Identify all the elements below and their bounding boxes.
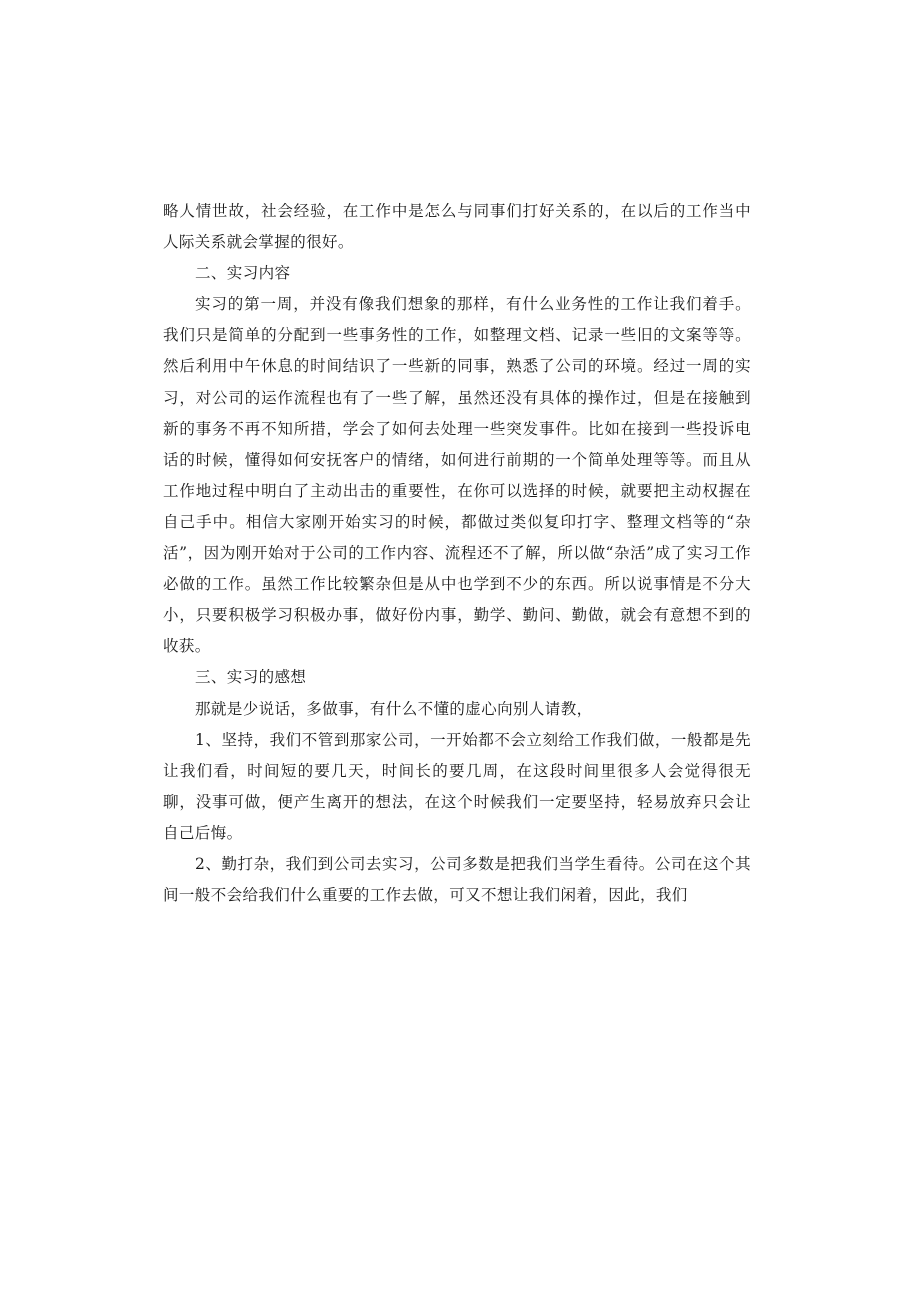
paragraph-point-odd-jobs: 2、勤打杂，我们到公司去实习，公司多数是把我们当学生看待。公司在这个其间一般不会给我们什么重要的工作去做，可又不想让我们闲着，因此，我们 [163, 854, 751, 905]
paragraph-continuation: 略人情世故，社会经验，在工作中是怎么与同事们打好关系的，在以后的工作当中人际关系就会掌握的很好。 [163, 202, 751, 252]
paragraph-summary-advice: 那就是少说话，多做事，有什么不懂的虚心向别人请教， [195, 699, 593, 718]
paragraph-point-persistence: 1、坚持，我们不管到那家公司，一开始都不会立刻给工作我们做，一般都是先让我们看，时间短的要几天，时间长的要几周，在这段时间里很多人会觉得很无聊，没事可做，便产生离开的想法，在这个时候我们一定要坚持，轻易放弃只会让自己后悔。 [163, 730, 751, 842]
document-body [163, 196, 751, 911]
section-heading-internship-content: 二、实习内容 [195, 264, 291, 283]
paragraph-first-week: 实习的第一周，并没有像我们想象的那样，有什么业务性的工作让我们着手。我们只是简单的分配到一些事务性的工作，如整理文档、记录一些旧的文案等等。然后利用中午休息的时间结识了一些新的同事，熟悉了公司的环境。经过一周的实习，对公司的运作流程也有了一些了解，虽然还没有具体的操作过，但是在接触到新的事务不再不知所措，学会了如何去处理一些突发事件。比如在接到一些投诉电话的时候，懂得如何安抚客户的情绪，如何进行前期的一个简单处理等等。而且从工作地过程中明白了主动出击的重要性，在你可以选择的时候，就要把主动权握在自己手中。相信大家刚开始实习的时候，都做过类似复印打字、整理文档等的“杂活”，因为刚开始对于公司的工作内容、流程还不了解，所以做“杂活”成了实习工作必做的工作。虽然工作比较繁杂但是从中也学到不少的东西。所以说事情是不分大小，只要积极学习积极办事，做好份内事，勤学、勤问、勤做，就会有意想不到的收获。 [163, 295, 751, 656]
section-heading-internship-reflections: 三、实习的感想 [195, 668, 307, 687]
